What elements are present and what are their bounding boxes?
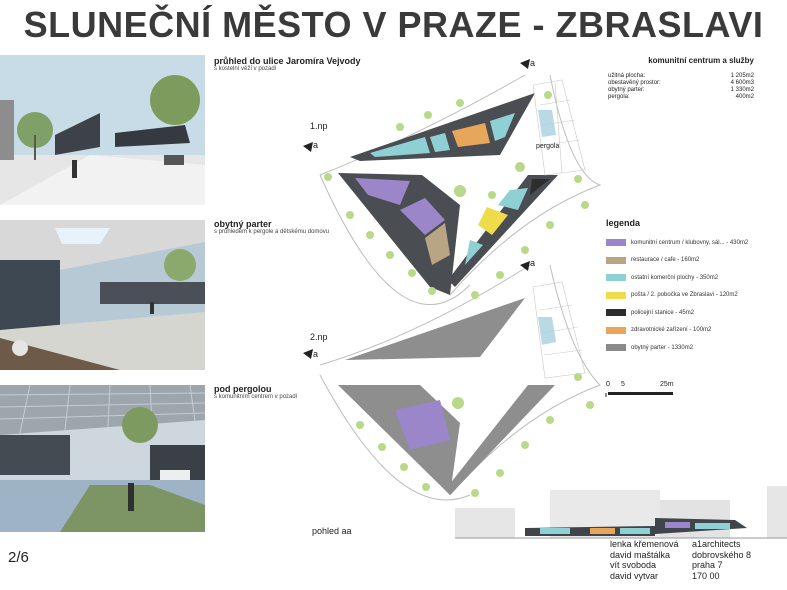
- section-label: a: [313, 349, 319, 359]
- scale-bar-graphic: [608, 392, 673, 395]
- floor-plans: [300, 55, 610, 529]
- caption-sub: s komunitním centrem v pozadí: [214, 394, 298, 400]
- floor2-label: 2.np: [310, 332, 328, 342]
- summary-row: obytný parter: 1 330m2: [608, 87, 754, 93]
- program-summary: [608, 56, 754, 101]
- legend-item: ostatní komerční plochy - 350m2: [606, 269, 766, 287]
- legend-item: komunitní centrum / klubovny, sál... - 430m2: [606, 234, 766, 252]
- office-address: a1architects dobrovského 8 praha 7 170 00: [692, 539, 752, 581]
- section-label: a: [530, 258, 536, 268]
- caption-heading: průhled do ulice Jaromíra Vejvody: [214, 56, 361, 66]
- elevation-aa: [455, 478, 787, 544]
- upper-floor-north: [345, 298, 525, 360]
- scale-mid: 5: [621, 381, 625, 388]
- caption-heading: obytný parter: [214, 219, 272, 229]
- poster-title: SLUNEČNÍ MĚSTO V PRAZE - ZBRASLAVI: [23, 4, 764, 45]
- summary-row: obestavěný prostor: 4 600m3: [608, 80, 754, 86]
- legend-item: zdravotnické zařízení - 100m2: [606, 322, 766, 340]
- summary-row: pergola: 400m2: [608, 94, 754, 100]
- legend-heading: legenda: [606, 218, 641, 228]
- render-street-view: [0, 55, 205, 205]
- section-label: a: [530, 58, 536, 68]
- elevation-label: pohled aa: [312, 526, 352, 536]
- pergola-label: pergola: [536, 143, 560, 150]
- scale-zero: 0: [606, 381, 610, 388]
- legend-item: policejní stanice - 45m2: [606, 304, 766, 322]
- legend: [606, 218, 766, 357]
- caption-sub: s kostelní věží v pozadí: [214, 66, 277, 72]
- caption-sub: s průhledem k pergole a dětskému domovu: [214, 229, 330, 235]
- scale-end: 25m: [660, 381, 674, 388]
- caption-heading: pod pergolou: [214, 384, 272, 394]
- page-number: 2/6: [8, 549, 29, 566]
- section-label: a: [313, 140, 319, 150]
- render-ground-floor: [0, 220, 205, 370]
- section-marker-icon: [520, 59, 530, 69]
- summary-heading: komunitní centrum a služby: [648, 56, 754, 65]
- legend-item: obytný parter - 1330m2: [606, 339, 766, 357]
- summary-row: užitná plocha: 1 205m2: [608, 73, 754, 79]
- floor1-label: 1.np: [310, 121, 328, 131]
- legend-item: pošta / 2. pobočka ve Zbraslavi - 120m2: [606, 287, 766, 305]
- authors-list: lenka křemenová david maštálka vít svoboda david vytvar: [610, 539, 679, 581]
- legend-item: restaurace / cafe - 160m2: [606, 252, 766, 270]
- render-pergola: [0, 385, 205, 532]
